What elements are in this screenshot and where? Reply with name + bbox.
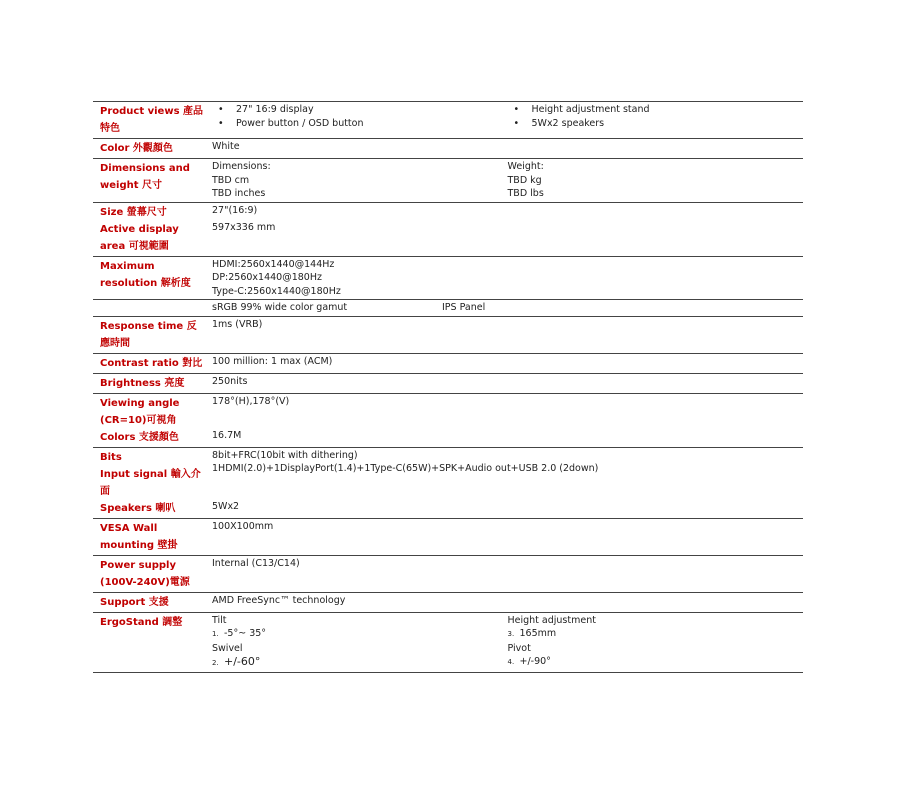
pivot-range: +/-90° <box>519 656 551 667</box>
value-support: AMD FreeSync™ technology <box>212 594 346 606</box>
list-item: • 5Wx2 speakers <box>508 117 804 131</box>
label-contrast: Contrast ratio 對比 <box>100 357 203 369</box>
tilt-title: Tilt <box>212 614 227 626</box>
label-speakers: Speakers 喇叭 <box>100 502 176 514</box>
label-gamut <box>93 300 206 316</box>
pivot-title: Pivot <box>507 642 531 654</box>
row-contrast <box>93 354 803 374</box>
colors-value: 16.7M <box>212 430 242 441</box>
label-bits-group <box>93 448 206 518</box>
label-power: Power supply (100V-240V)電源 <box>100 559 190 588</box>
label-vesa: VESA Wall mounting 壁掛 <box>100 522 178 551</box>
dimensions-title: Dimensions: <box>212 161 271 172</box>
row-size <box>93 203 803 257</box>
product-views-left <box>212 103 508 137</box>
row-gamut <box>93 300 803 317</box>
label-size: Size 螢幕尺寸 <box>100 206 167 218</box>
label-colors: Colors 支援顏色 <box>100 431 179 443</box>
row-bits <box>93 448 803 519</box>
label-bits: Bits <box>100 451 122 463</box>
weight-lbs: TBD lbs <box>507 188 544 199</box>
list-item: • Height adjustment stand <box>508 103 804 117</box>
row-power <box>93 556 803 593</box>
height-range: 165mm <box>519 628 557 639</box>
row-product-views <box>93 102 803 139</box>
label-response: Response time 反應時間 <box>100 320 197 349</box>
label-product-views: Product views 產品特色 <box>100 106 203 134</box>
label-size-group <box>93 203 206 256</box>
list-item: • 27" 16:9 display <box>212 103 508 117</box>
row-dimensions <box>93 159 803 203</box>
size-value: 27"(16:9) <box>212 204 258 216</box>
list-item: • Power button / OSD button <box>212 117 508 131</box>
weight-title: Weight: <box>507 161 544 172</box>
weight-kg: TBD kg <box>507 174 542 186</box>
dimensions-right <box>508 160 804 201</box>
label-brightness: Brightness 亮度 <box>100 377 185 389</box>
list-number: 4. <box>507 658 515 666</box>
value-viewing <box>206 394 803 447</box>
dimensions-cm: TBD cm <box>212 174 250 186</box>
value-response: 1ms (VRB) <box>212 318 263 330</box>
list-number: 1. <box>212 630 219 638</box>
list-number: 2. <box>212 659 219 667</box>
row-viewing <box>93 394 803 448</box>
row-support <box>93 593 803 613</box>
value-size <box>206 203 803 256</box>
gamut-value: sRGB 99% wide color gamut <box>212 302 348 313</box>
pivot-value <box>508 655 804 670</box>
value-color: White <box>212 141 240 152</box>
value-bits <box>206 448 803 518</box>
label-viewing-group <box>93 394 206 447</box>
label-color: Color 外觀顏色 <box>100 143 173 154</box>
ergostand-right <box>508 614 804 671</box>
label-input: Input signal 輸入介面 <box>100 468 201 497</box>
value-resolution <box>206 257 803 300</box>
label-ergostand: ErgoStand 調整 <box>100 616 183 628</box>
panel-type: IPS Panel <box>442 302 486 313</box>
input-value: 1HDMI(2.0)+1DisplayPort(1.4)+1Type-C(65W)+SPK+Audio out+USB 2.0 (2down) <box>212 463 599 474</box>
resolution-hdmi: HDMI:2560x1440@144Hz <box>212 258 335 270</box>
ergostand-left <box>212 614 508 671</box>
swivel-value <box>212 655 508 671</box>
row-brightness <box>93 374 803 394</box>
value-ergostand <box>206 613 803 672</box>
dimensions-inches: TBD inches <box>212 188 266 199</box>
row-response <box>93 317 803 354</box>
value-contrast: 100 million: 1 max (ACM) <box>212 355 333 367</box>
label-support: Support 支援 <box>100 596 169 608</box>
row-color <box>93 139 803 159</box>
value-vesa: 100X100mm <box>212 520 274 532</box>
value-product-views <box>206 102 803 138</box>
value-gamut <box>206 300 803 316</box>
value-brightness: 250nits <box>212 375 248 387</box>
height-title: Height adjustment <box>507 614 596 626</box>
row-ergostand <box>93 613 803 673</box>
speakers-value: 5Wx2 <box>212 500 240 512</box>
value-power: Internal (C13/C14) <box>212 557 300 569</box>
swivel-title: Swivel <box>212 642 243 654</box>
viewing-value: 178°(H),178°(V) <box>212 395 290 407</box>
active-area-value: 597x336 mm <box>212 222 276 233</box>
resolution-typec: Type-C:2560x1440@180Hz <box>212 285 341 297</box>
row-vesa <box>93 519 803 556</box>
label-dimensions: Dimensions and weight 尺寸 <box>100 163 190 191</box>
spec-table <box>93 101 803 673</box>
list-number: 3. <box>507 630 515 638</box>
swivel-range: +/-60° <box>224 655 261 668</box>
tilt-range: -5°~ 35° <box>224 628 267 639</box>
bits-value: 8bit+FRC(10bit with dithering) <box>212 449 358 461</box>
resolution-dp: DP:2560x1440@180Hz <box>212 272 322 283</box>
label-active-area: Active display area 可視範圍 <box>100 223 179 252</box>
height-value <box>508 627 804 642</box>
row-resolution <box>93 257 803 301</box>
label-viewing: Viewing angle (CR=10)可視角 <box>100 397 180 426</box>
product-views-right <box>508 103 804 137</box>
label-resolution: Maximum resolution 解析度 <box>100 260 191 289</box>
tilt-value <box>212 627 508 642</box>
dimensions-left <box>212 160 508 201</box>
value-dimensions <box>206 159 803 202</box>
